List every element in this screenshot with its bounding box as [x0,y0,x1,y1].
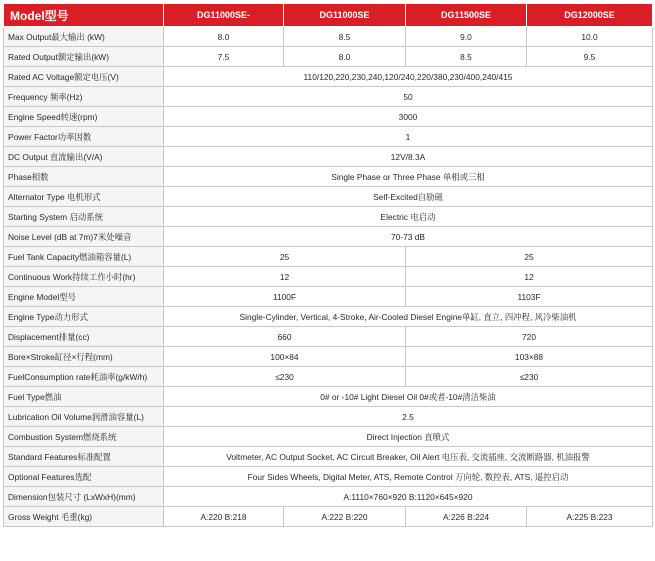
spec-value: 50 [164,87,653,107]
spec-value: 10.0 [527,27,653,47]
row-label: Lubrication Oil Volume润滑油容量(L) [4,407,164,427]
table-row [4,187,653,207]
spec-value: 1103F [406,287,653,307]
spec-value: A:225 B:223 [527,507,653,527]
spec-value: 0# or -10# Light Diesel Oil 0#或者-10#清洁柴油 [164,387,653,407]
spec-value: 1 [164,127,653,147]
table-row [4,287,653,307]
table-row [4,207,653,227]
spec-value: 110/120,220,230,240,120/240,220/380,230/400,240/415 [164,67,653,87]
spec-value: Single-Cylinder, Vertical, 4-Stroke, Air-Cooled Diesel Engine单缸, 直立, 四冲程, 风冷柴油机 [164,307,653,327]
table-row [4,467,653,487]
row-label: Rated AC Voltage额定电压(V) [4,67,164,87]
header-row [4,4,653,27]
table-row [4,447,653,467]
spec-value: 25 [406,247,653,267]
row-label: Combustion System燃烧系统 [4,427,164,447]
row-label: DC Output 直流输出(V/A) [4,147,164,167]
row-label: Continuous Work持续工作小时(hr) [4,267,164,287]
row-label: Alternator Type 电机形式 [4,187,164,207]
spec-value: 3000 [164,107,653,127]
model-header: Model型号 [4,4,164,27]
table-row [4,507,653,527]
row-label: Gross Weight 毛重(kg) [4,507,164,527]
spec-value: A:220 B:218 [164,507,284,527]
model-column-header: DG12000SE [527,4,653,27]
spec-value: 8.5 [284,27,406,47]
table-row [4,87,653,107]
spec-value: ≤230 [164,367,406,387]
spec-value: ≤230 [406,367,653,387]
table-row [4,127,653,147]
table-row [4,367,653,387]
table-row [4,487,653,507]
table-row [4,167,653,187]
spec-value: 720 [406,327,653,347]
row-label: Rated Output额定输出(kW) [4,47,164,67]
table-row [4,387,653,407]
row-label: Engine Model型号 [4,287,164,307]
table-row [4,67,653,87]
spec-value: 100×84 [164,347,406,367]
table-row [4,247,653,267]
spec-value: 2.5 [164,407,653,427]
spec-value: Voltmeter, AC Output Socket, AC Circuit Breaker, Oil Alert 电压表, 交流插座, 交流断路器, 机油报警 [164,447,653,467]
table-row [4,327,653,347]
row-label: Noise Level (dB at 7m)7米处噪音 [4,227,164,247]
spec-value: 8.0 [164,27,284,47]
row-label: Frequency 频率(Hz) [4,87,164,107]
spec-table-body [4,27,653,527]
model-column-header: DG11000SE- [164,4,284,27]
row-label: Standard Features标准配置 [4,447,164,467]
spec-value: A:222 B:220 [284,507,406,527]
spec-value: Self-Excited自励磁 [164,187,653,207]
spec-value: 660 [164,327,406,347]
spec-value: 8.5 [406,47,527,67]
table-row [4,147,653,167]
table-row [4,107,653,127]
table-row [4,407,653,427]
table-row [4,307,653,327]
model-column-header: DG11000SE [284,4,406,27]
spec-value: 1100F [164,287,406,307]
spec-value: 8.0 [284,47,406,67]
row-label: Optional Features选配 [4,467,164,487]
table-row [4,267,653,287]
table-row [4,227,653,247]
spec-value: Electric 电启动 [164,207,653,227]
row-label: Max Output最大输出 (kW) [4,27,164,47]
spec-value: 25 [164,247,406,267]
row-label: Dimension包装尺寸 (LxWxH)(mm) [4,487,164,507]
row-label: Fuel Type燃油 [4,387,164,407]
spec-value: 12 [406,267,653,287]
spec-value: 70-73 dB [164,227,653,247]
model-column-header: DG11500SE [406,4,527,27]
row-label: Displacement排量(cc) [4,327,164,347]
spec-value: 9.0 [406,27,527,47]
row-label: Bore×Stroke缸径×行程(mm) [4,347,164,367]
spec-value: A:1110×760×920 B:1120×645×920 [164,487,653,507]
spec-value: 9.5 [527,47,653,67]
spec-value: 7.5 [164,47,284,67]
table-row [4,347,653,367]
spec-value: 12V/8.3A [164,147,653,167]
row-label: Starting System 启动系统 [4,207,164,227]
spec-value: A:226 B:224 [406,507,527,527]
spec-value: Four Sides Wheels, Digital Meter, ATS, Remote Control 万向轮, 数控表, ATS, 遥控启动 [164,467,653,487]
row-label: Power Factor功率因数 [4,127,164,147]
row-label: FuelConsumption rate耗油率(g/kW/h) [4,367,164,387]
spec-table [3,3,653,527]
row-label: Phase相数 [4,167,164,187]
spec-value: Single Phase or Three Phase 单相或三相 [164,167,653,187]
row-label: Engine Type动力形式 [4,307,164,327]
spec-value: 103×88 [406,347,653,367]
table-row [4,47,653,67]
row-label: Fuel Tank Capacity燃油箱容量(L) [4,247,164,267]
row-label: Engine Speed转速(rpm) [4,107,164,127]
spec-value: Direct Injection 直喷式 [164,427,653,447]
table-row [4,427,653,447]
spec-value: 12 [164,267,406,287]
table-row [4,27,653,47]
